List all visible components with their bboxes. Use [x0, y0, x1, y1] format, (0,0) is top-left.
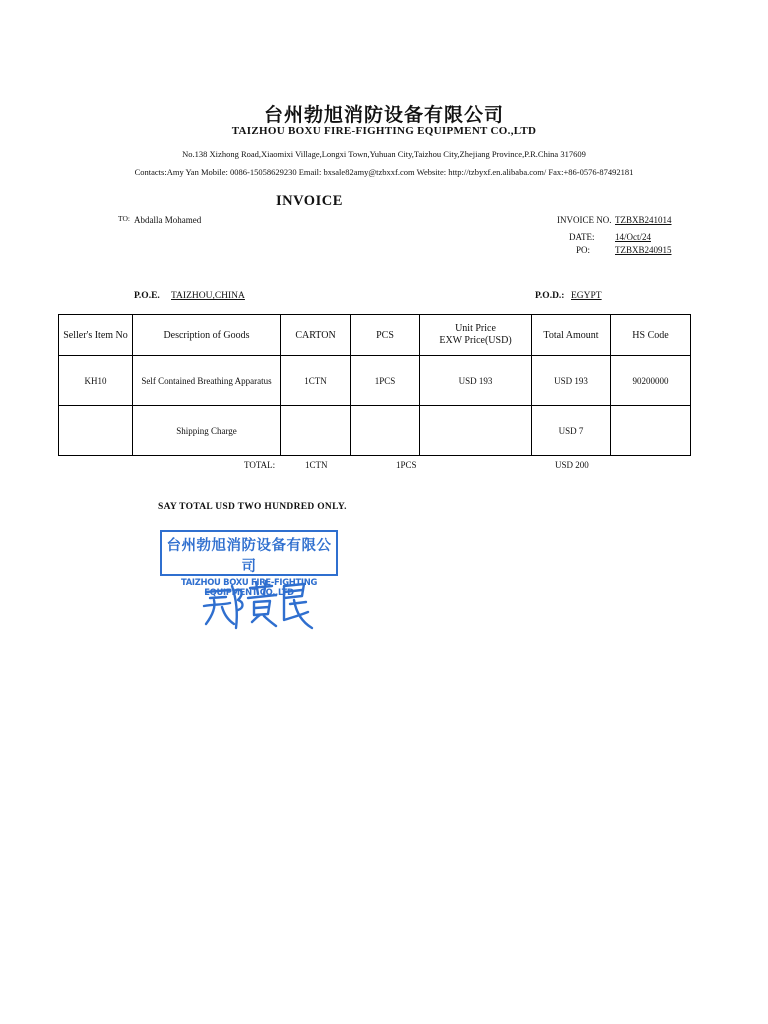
total-amount: USD 200: [555, 460, 589, 470]
header-carton: CARTON: [281, 315, 351, 356]
invoice-title: INVOICE: [276, 193, 343, 209]
cell-carton: 1CTN: [281, 356, 351, 406]
total-carton: 1CTN: [305, 460, 328, 470]
cell-unit-price: [420, 406, 532, 456]
cell-description: Self Contained Breathing Apparatus: [133, 356, 281, 406]
pod-label: P.O.D.:: [535, 291, 565, 301]
cell-item-no: [59, 406, 133, 456]
total-pcs: 1PCS: [396, 460, 417, 470]
to-label: TO:: [118, 214, 130, 223]
cell-unit-price: USD 193: [420, 356, 532, 406]
company-name-english: TAIZHOU BOXU FIRE-FIGHTING EQUIPMENT CO.,LTD: [231, 125, 537, 137]
signature: [200, 578, 315, 633]
table-row: [59, 406, 691, 456]
company-name-chinese: 台州勃旭消防设备有限公司: [263, 104, 504, 126]
say-total: SAY TOTAL USD TWO HUNDRED ONLY.: [158, 502, 347, 512]
poe-label: P.O.E.: [134, 291, 160, 301]
date-label: DATE:: [569, 232, 595, 242]
stamp-english-text: TAIZHOU BOXU FIRE-FIGHTING EQUIPMENT CO.,LTD: [180, 577, 318, 597]
company-address: No.138 Xizhong Road,Xiaomixi Village,Longxi Town,Yuhuan City,Taizhou City,Zhejiang Province,P.R.China 317609: [182, 149, 586, 159]
table-header-row: [59, 315, 691, 356]
company-contacts: Contacts:Amy Yan Mobile: 0086-15058629230 Email: bxsale82amy@tzbxxf.com Website: http://tzbyxf.en.alibaba.com/ Fax:+86-0576-87492181: [134, 167, 634, 177]
items-table: [58, 314, 691, 456]
company-stamp: [160, 530, 338, 597]
header-unit-price-line1: Unit Price: [455, 323, 496, 334]
header-pcs: PCS: [351, 315, 420, 356]
cell-pcs: [351, 406, 420, 456]
poe-value: TAIZHOU,CHINA: [171, 291, 245, 301]
cell-hs-code: [611, 406, 691, 456]
header-total-amount: Total Amount: [532, 315, 611, 356]
cell-description: Shipping Charge: [133, 406, 281, 456]
date-value: 14/Oct/24: [615, 232, 651, 242]
cell-total-amount: USD 193: [532, 356, 611, 406]
cell-carton: [281, 406, 351, 456]
header-seller-item-no: Seller's Item No: [59, 315, 133, 356]
cell-total-amount: USD 7: [532, 406, 611, 456]
po-label: PO:: [576, 245, 591, 255]
po-value: TZBXB240915: [615, 245, 672, 255]
cell-item-no: KH10: [59, 356, 133, 406]
header-hs-code: HS Code: [611, 315, 691, 356]
total-label: TOTAL:: [244, 460, 276, 470]
to-value: Abdalla Mohamed: [134, 215, 202, 225]
cell-hs-code: 90200000: [611, 356, 691, 406]
invoice-no-label: INVOICE NO.: [557, 215, 612, 225]
invoice-no-value: TZBXB241014: [615, 215, 672, 225]
cell-pcs: 1PCS: [351, 356, 420, 406]
header-unit-price-line2: EXW Price(USD): [439, 335, 512, 346]
stamp-chinese-text: 台州勃旭消防设备有限公司: [166, 538, 332, 575]
pod-value: EGYPT: [571, 291, 602, 301]
header-description: Description of Goods: [133, 315, 281, 356]
header-unit-price: [420, 315, 532, 356]
table-row: [59, 356, 691, 406]
